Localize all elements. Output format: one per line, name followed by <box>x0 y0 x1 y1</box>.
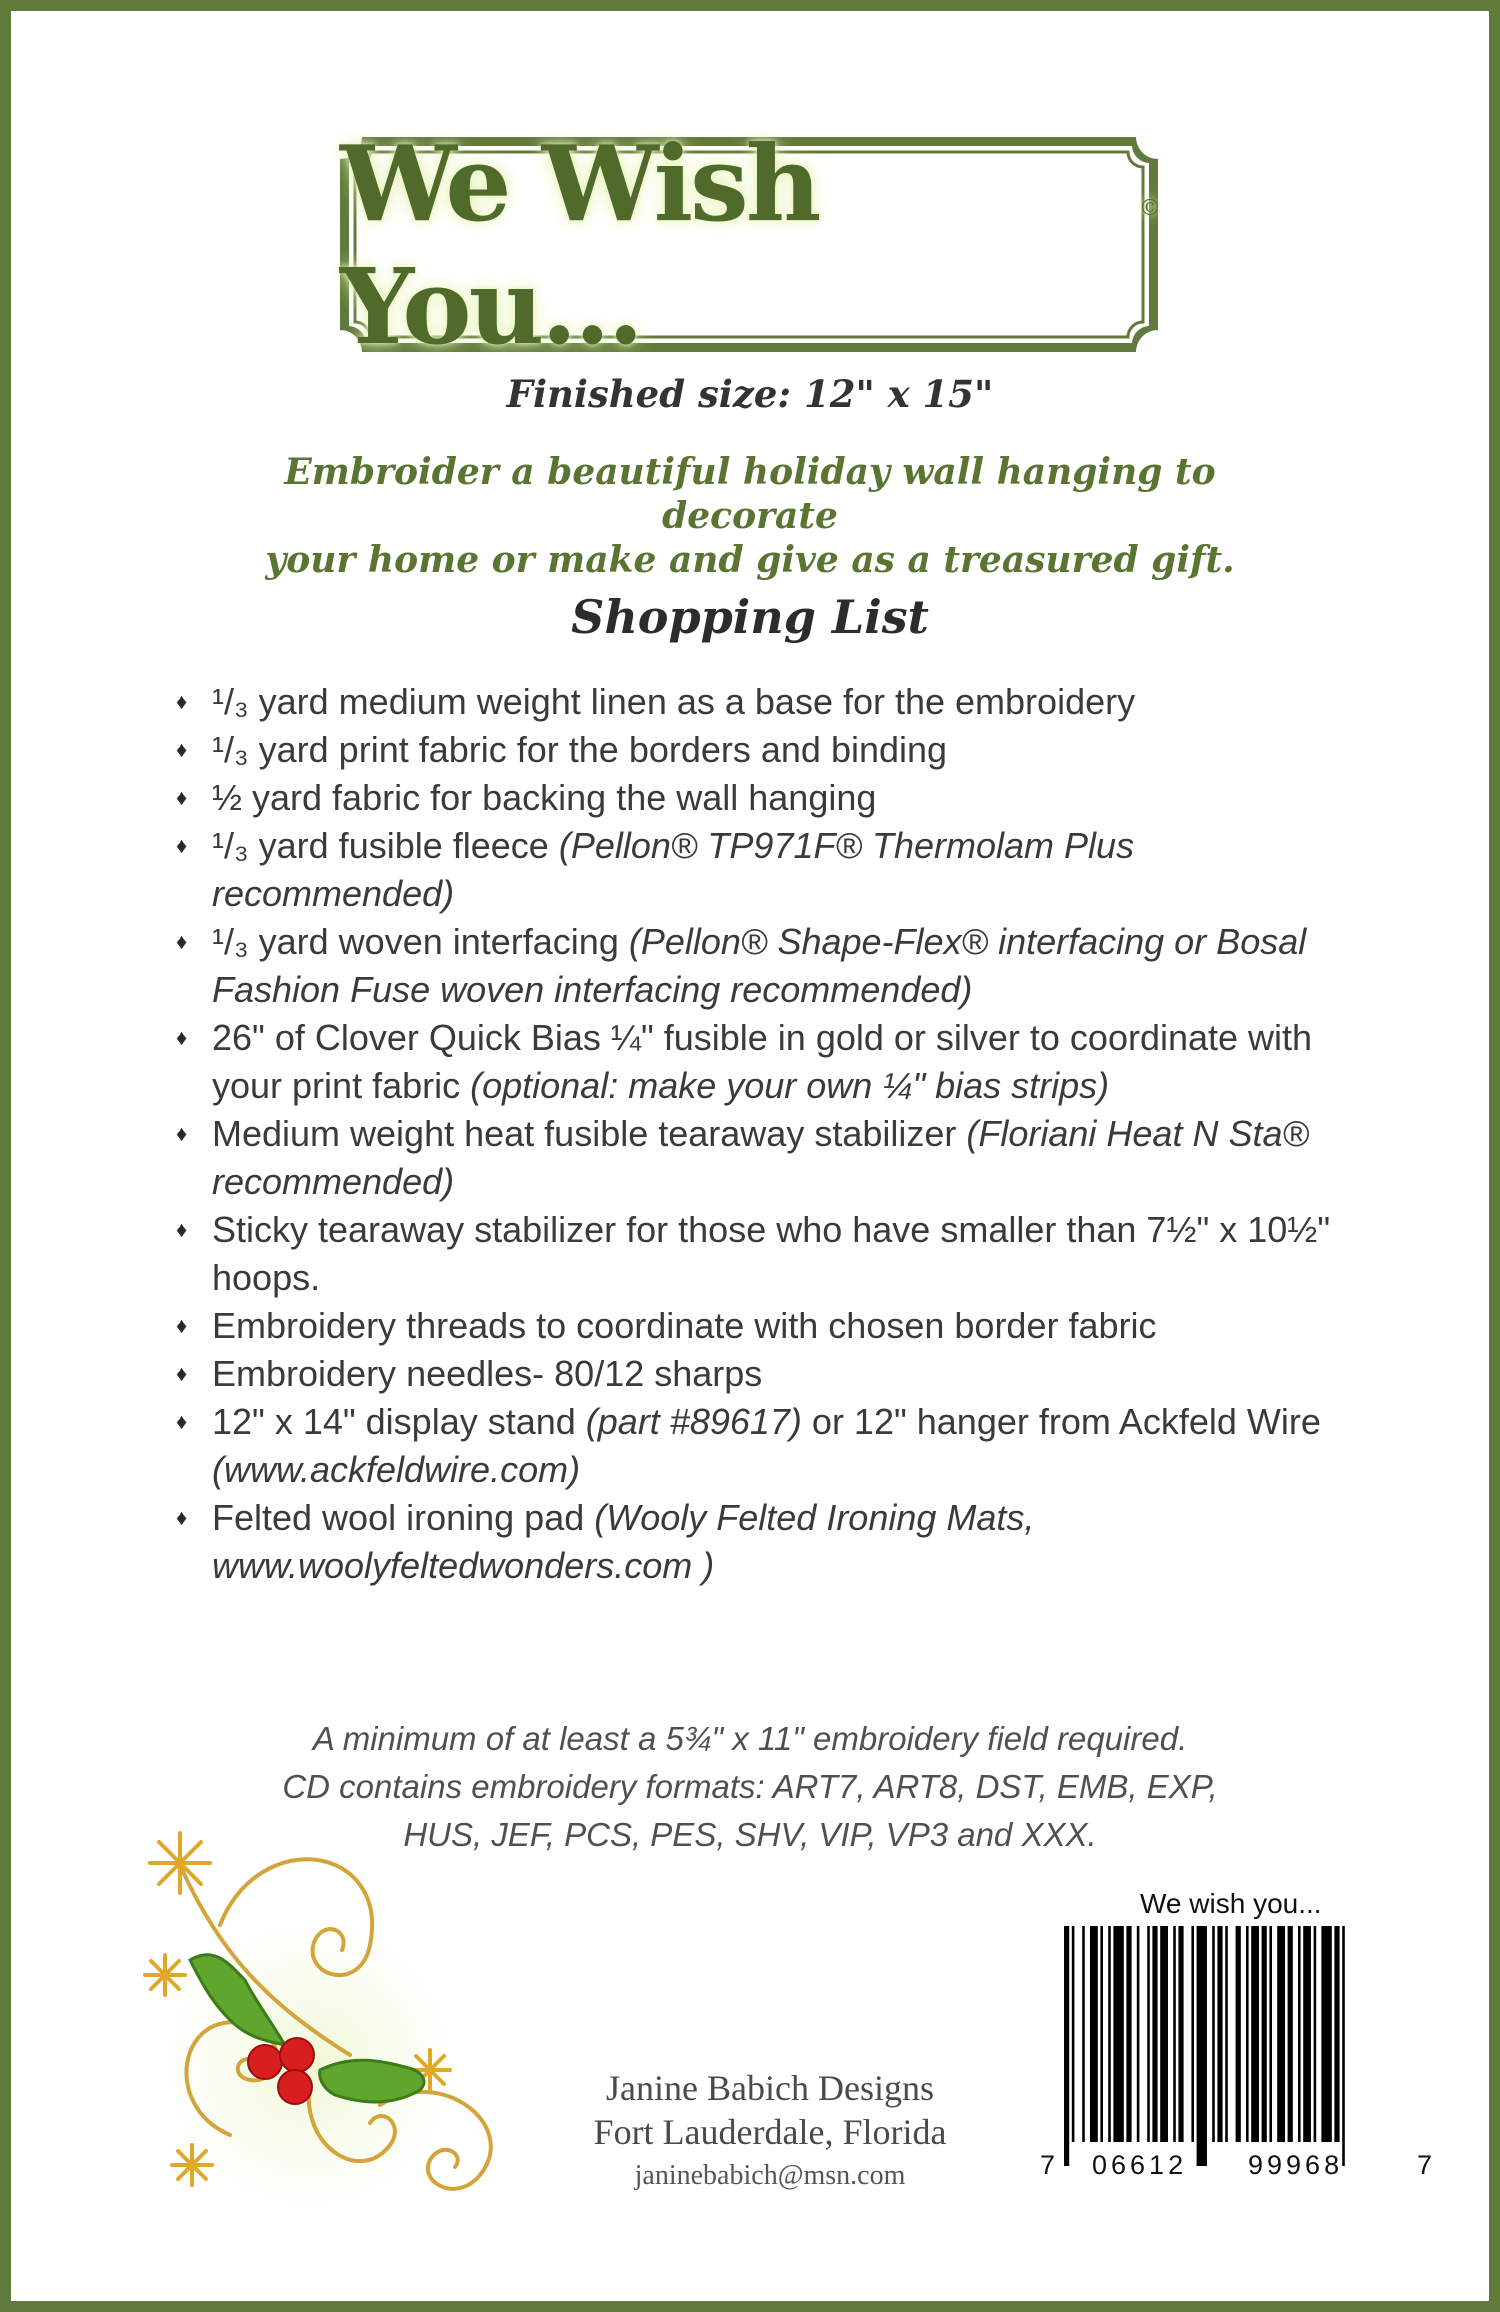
item-text: ¹/₃ yard fusible fleece <box>212 825 559 866</box>
item-text: 12" x 14" display stand <box>212 1401 586 1442</box>
item-text: Sticky tearaway stabilizer for those who have smaller than 7½" x 10½" hoops. <box>212 1209 1331 1298</box>
barcode-digit-right: 7 <box>1417 2150 1437 2180</box>
barcode-group-2: 99968 <box>1248 2150 1344 2180</box>
barcode-bar <box>1147 1926 1150 2142</box>
copyright-mark: © <box>1139 196 1158 221</box>
item-text: Felted wool ironing pad <box>212 1497 595 1538</box>
barcode-group-1: 06612 <box>1092 2150 1188 2180</box>
barcode-bar <box>1303 1926 1311 2142</box>
list-item <box>170 1206 1370 1302</box>
designer-email: janinebabich@msn.com <box>634 2160 906 2191</box>
barcode-bar <box>1126 1926 1131 2142</box>
bullet-icon: ♦ <box>176 833 188 858</box>
finished-size: Finished size: 12" x 15" <box>506 372 994 416</box>
item-note: (Pellon® Shape-Flex® interfacing or Bosal Fashion Fuse woven interfacing recommended) <box>212 921 1307 1010</box>
field-note-line-3: HUS, JEF, PCS, PES, SHV, VIP, VP3 and XXX. <box>403 1816 1097 1853</box>
barcode-bar <box>1090 1926 1098 2142</box>
item-note: (Wooly Felted Ironing Mats, www.woolyfeltedwonders.com ) <box>212 1497 1035 1586</box>
barcode-title: We wish you... <box>1140 1888 1322 1919</box>
item-text: Medium weight heat fusible tearaway stabilizer <box>212 1113 967 1154</box>
item-text: ¹/₃ yard print fabric for the borders and binding <box>212 729 948 770</box>
item-text: Embroidery needles- 80/12 sharps <box>212 1353 763 1394</box>
barcode-bar <box>1173 1926 1176 2142</box>
barcode-bar <box>1251 1926 1259 2142</box>
list-item <box>170 678 1370 726</box>
item-text: or 12" hanger from Ackfeld Wire <box>801 1401 1321 1442</box>
shopping-list-title: Shopping List <box>571 590 929 644</box>
list-item <box>170 1110 1370 1206</box>
barcode-bar <box>1082 1926 1085 2142</box>
barcode-digit-left: 7 <box>1040 2150 1060 2180</box>
barcode-bar <box>1269 1926 1272 2142</box>
bullet-icon: ♦ <box>176 1121 188 1146</box>
barcode-bars <box>1064 1926 1404 2166</box>
barcode-bar <box>1160 1926 1168 2142</box>
bullet-icon: ♦ <box>176 929 188 954</box>
item-note: (Floriani Heat N Sta® recommended) <box>212 1113 1310 1202</box>
bullet-icon: ♦ <box>176 1505 188 1530</box>
barcode-bar <box>1334 1926 1339 2142</box>
barcode-bar <box>1178 1926 1183 2142</box>
list-item <box>170 774 1370 822</box>
tagline <box>200 450 1300 582</box>
bullet-icon: ♦ <box>176 689 188 714</box>
item-text: ½ yard fabric for backing the wall hanging <box>212 777 877 818</box>
field-note-line-1: A minimum of at least a 5¾" x 11" embroidery field required. <box>312 1720 1188 1757</box>
barcode-bar <box>1342 1926 1345 2166</box>
designer-location: Fort Lauderdale, Florida <box>593 2112 947 2152</box>
barcode-bar <box>1152 1926 1157 2142</box>
bullet-icon: ♦ <box>176 785 188 810</box>
bullet-icon: ♦ <box>176 1217 188 1242</box>
bullet-icon: ♦ <box>176 1361 188 1386</box>
bullet-icon: ♦ <box>176 1313 188 1338</box>
item-note: (Pellon® TP971F® Thermolam Plus recommended) <box>212 825 1135 914</box>
designer-info <box>550 2066 990 2198</box>
barcode-bar <box>1191 1926 1194 2142</box>
item-text: Embroidery threads to coordinate with chosen border fabric <box>212 1305 1157 1346</box>
barcode-bar <box>1108 1926 1111 2142</box>
item-note: (optional: make your own ¼" bias strips) <box>470 1065 1110 1106</box>
barcode-bar <box>1321 1926 1331 2142</box>
list-item <box>170 918 1370 1014</box>
logo-title <box>340 121 1158 368</box>
barcode-bar <box>1100 1926 1103 2142</box>
barcode-bar <box>1236 1926 1241 2142</box>
list-item <box>170 1302 1370 1350</box>
title-plaque <box>340 121 1158 368</box>
list-item <box>170 1014 1370 1110</box>
item-text: ¹/₃ yard woven interfacing <box>212 921 629 962</box>
barcode-bar <box>1212 1926 1215 2142</box>
logo-title-text: We Wish You... <box>340 121 819 368</box>
shopping-list <box>170 678 1370 1590</box>
list-item <box>170 1398 1370 1494</box>
barcode-bar <box>1064 1926 1069 2166</box>
barcode-bar <box>1137 1926 1140 2142</box>
item-text: 26" of Clover Quick Bias ¼" fusible in gold or silver to coordinate with your print fabric <box>212 1017 1313 1106</box>
barcode-bar <box>1298 1926 1301 2142</box>
barcode-bar <box>1246 1926 1249 2142</box>
barcode-bar <box>1197 1926 1207 2166</box>
barcode-bar <box>1072 1926 1075 2142</box>
barcode-bar <box>1225 1926 1228 2142</box>
list-item <box>170 1494 1370 1590</box>
barcode-bar <box>1277 1926 1285 2142</box>
bullet-icon: ♦ <box>176 1409 188 1434</box>
list-item <box>170 1350 1370 1398</box>
list-item <box>170 822 1370 918</box>
tagline-line-2: your home or make and give as a treasured gift. <box>265 539 1235 581</box>
item-note: (part #89617) <box>585 1401 802 1442</box>
list-item <box>170 726 1370 774</box>
bullet-icon: ♦ <box>176 737 188 762</box>
holly-swirl-ornament <box>120 1805 540 2225</box>
barcode-bar <box>1288 1926 1293 2142</box>
item-note: (www.ackfeldwire.com) <box>212 1449 581 1490</box>
barcode-bar <box>1217 1926 1222 2142</box>
barcode-bar <box>1314 1926 1317 2142</box>
barcode-bar <box>1113 1926 1123 2142</box>
barcode-bar <box>1262 1926 1267 2142</box>
barcode <box>1040 1888 1440 2193</box>
designer-name: Janine Babich Designs <box>606 2068 934 2108</box>
bullet-icon: ♦ <box>176 1025 188 1050</box>
item-text: ¹/₃ yard medium weight linen as a base for the embroidery <box>212 681 1136 722</box>
tagline-line-1: Embroider a beautiful holiday wall hanging to decorate <box>284 451 1216 537</box>
field-note-line-2: CD contains embroidery formats: ART7, ART8, DST, EMB, EXP, <box>282 1768 1218 1805</box>
